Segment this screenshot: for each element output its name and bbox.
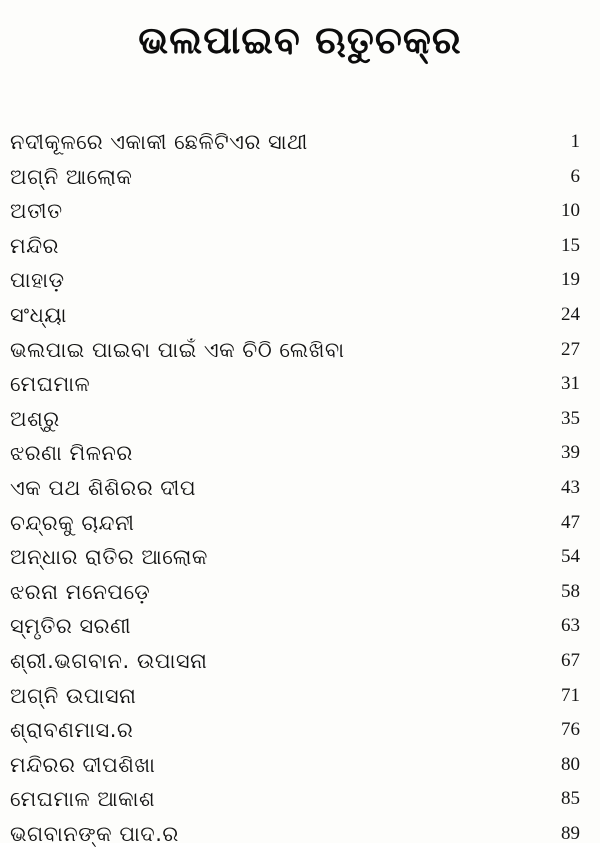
toc-entry-page: 63 — [561, 615, 580, 637]
toc-entry-page: 6 — [570, 165, 580, 187]
toc-entry-title: ନଦୀକୂଳରେ ଏକାକୀ ଛେଳିଟିଏର ସାଥୀ — [10, 130, 308, 154]
toc-entry — [0, 681, 600, 716]
toc-entry-page: 80 — [561, 753, 580, 775]
toc-entry-title: ଅଶ୍ରୁ — [10, 406, 60, 431]
toc-entry — [0, 438, 600, 473]
toc-entry-page: 31 — [561, 373, 580, 395]
toc-entry — [0, 265, 600, 300]
toc-entry-page: 76 — [561, 719, 580, 741]
toc-entry-page: 10 — [561, 200, 580, 222]
toc-entry-title: ଭଗବାନଙ୍କ ପାଦ.ର — [10, 821, 179, 846]
toc-entry-page: 24 — [561, 303, 580, 325]
toc-entry — [0, 577, 600, 612]
toc-entry-page: 47 — [561, 511, 580, 533]
toc-entry-page: 27 — [561, 338, 580, 360]
toc-entry-page: 19 — [561, 269, 580, 291]
toc-entry-page: 54 — [561, 546, 580, 568]
toc-entry-title: ସ୍ମୃତିର ସରଣୀ — [10, 614, 132, 639]
toc-entry-title: ଚନ୍ଦ୍ରକୁ ଚାନ୍ଦନୀ — [10, 510, 135, 535]
toc-entry-page: 71 — [561, 684, 580, 706]
toc-entry — [0, 473, 600, 508]
toc-entry-page: 39 — [561, 442, 580, 464]
toc-entry — [0, 750, 600, 785]
toc-entry — [0, 819, 600, 853]
toc-entry-page: 58 — [561, 580, 580, 602]
toc-entry — [0, 611, 600, 646]
toc-entry-page: 89 — [561, 822, 580, 844]
toc-entry-title: ଅଗ୍ନି ଆଲୋକ — [10, 164, 133, 189]
page-title: ଭଲପାଇବ ଋତୁଚକ୍ର — [138, 18, 462, 62]
toc-entry — [0, 300, 600, 335]
toc-entry — [0, 127, 600, 162]
table-of-contents — [0, 127, 600, 853]
toc-entry-title: ପାହାଡ଼ — [10, 268, 65, 293]
toc-entry-page: 85 — [561, 788, 580, 810]
toc-entry — [0, 196, 600, 231]
toc-entry — [0, 542, 600, 577]
toc-entry — [0, 369, 600, 404]
toc-entry-title: ଅଗ୍ନି ଉପାସନା — [10, 683, 137, 708]
toc-entry-title: ମନ୍ଦିରର ଦୀପଶିଖା — [10, 752, 156, 777]
toc-entry-page: 1 — [570, 131, 580, 152]
toc-entry-title: ଅନ୍ଧାର ରାତିର ଆଲୋକ — [10, 545, 208, 570]
toc-entry — [0, 162, 600, 197]
toc-entry-title: ଝରନା ମନେପଡ଼େ — [10, 579, 151, 604]
toc-entry-title: ମେଘମାଳ — [10, 372, 91, 397]
toc-entry-title: ଅତୀତ — [10, 199, 63, 224]
toc-entry — [0, 784, 600, 819]
toc-entry-page: 67 — [561, 649, 580, 671]
toc-entry-title: ଝରଣା ମିଳନର — [10, 441, 133, 466]
toc-entry-title: ଶ୍ରାବଣମାସ.ର — [10, 718, 134, 743]
toc-entry — [0, 404, 600, 439]
toc-entry — [0, 231, 600, 266]
toc-entry-title: ମେଘମାଳ ଆକାଶ — [10, 787, 156, 812]
toc-entry-page: 35 — [561, 407, 580, 429]
toc-entry-title: ଶ୍ରୀ.ଭଗବାନ. ଉପାସନା — [10, 648, 208, 673]
toc-entry-title: ଏକ ପଥ ଶିଶିରର ଦୀପ — [10, 475, 197, 500]
toc-entry — [0, 715, 600, 750]
toc-entry — [0, 508, 600, 543]
toc-entry-title: ମନ୍ଦିର — [10, 233, 59, 258]
toc-entry-page: 15 — [561, 234, 580, 256]
toc-entry-page: 43 — [561, 476, 580, 498]
toc-entry — [0, 646, 600, 681]
toc-entry — [0, 335, 600, 370]
toc-entry-title: ଭଲପାଇ ପାଇବା ପାଇଁ ଏକ ଚିଠି ଲେଖିବା — [10, 337, 345, 362]
toc-entry-title: ସଂଧ୍ୟା — [10, 302, 67, 327]
